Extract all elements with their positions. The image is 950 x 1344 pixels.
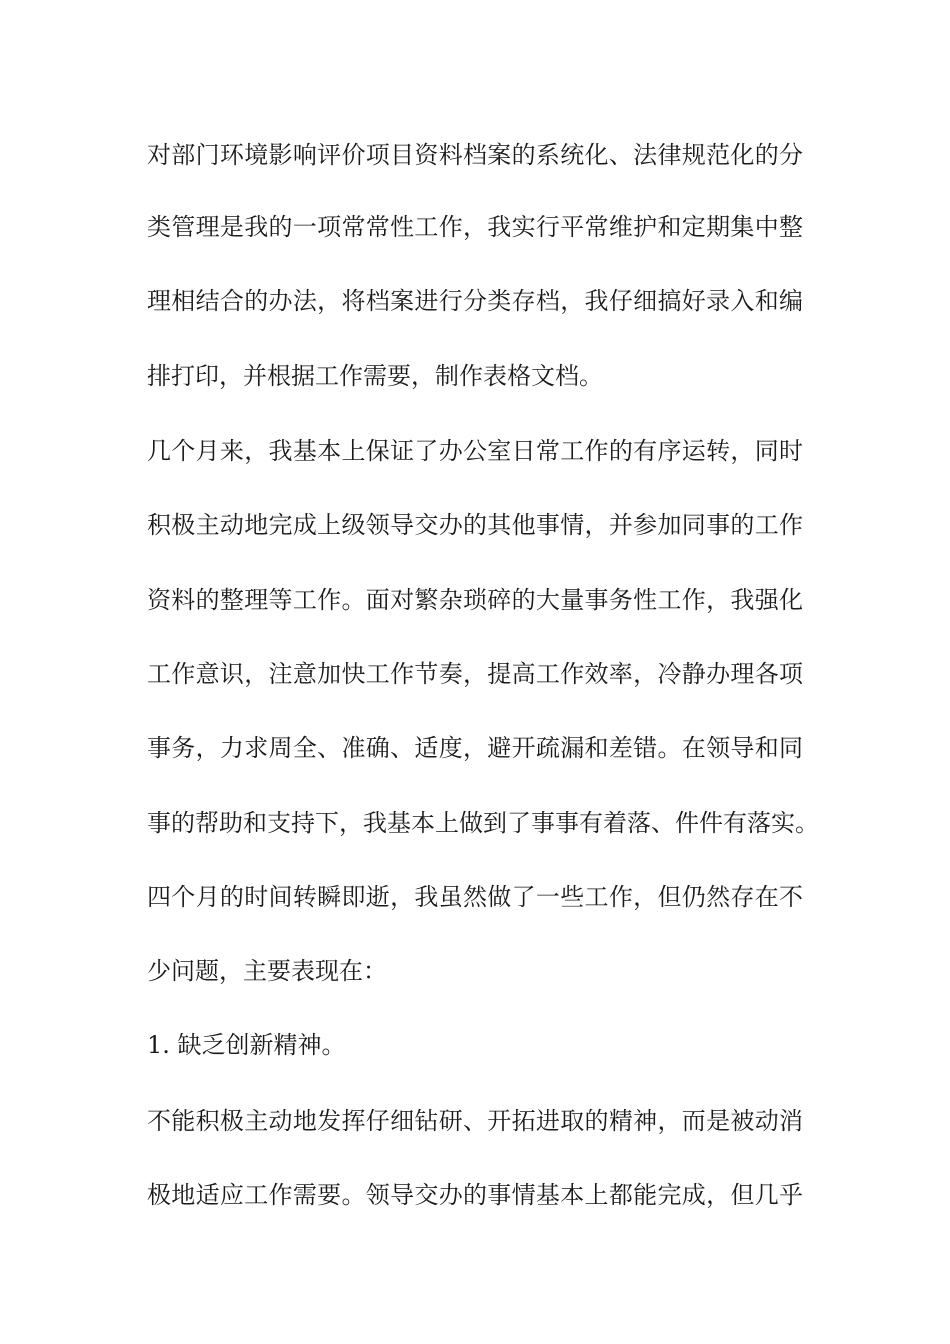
- text-line: 理相结合的办法，将档案进行分类存档，我仔细搞好录入和编: [147, 287, 803, 315]
- text-line: 不能积极主动地发挥仔细钻研、开拓进取的精神，而是被动消: [147, 1107, 803, 1135]
- text-line: 极地适应工作需要。领导交办的事情基本上都能完成，但几乎: [147, 1181, 803, 1209]
- text-line: 积极主动地完成上级领导交办的其他事情，并参加同事的工作: [147, 511, 803, 539]
- list-item-heading: 1. 缺乏创新精神。: [147, 1031, 346, 1059]
- text-line: 事务，力求周全、准确、适度，避开疏漏和差错。在领导和同: [147, 734, 803, 762]
- text-line: 排打印，并根据工作需要，制作表格文档。: [147, 362, 603, 390]
- text-line: 类管理是我的一项常常性工作，我实行平常维护和定期集中整: [147, 213, 803, 241]
- text-line: 少问题，主要表现在：: [147, 957, 387, 985]
- text-line: 几个月来，我基本上保证了办公室日常工作的有序运转，同时: [147, 437, 803, 465]
- text-line: 资料的整理等工作。面对繁杂琐碎的大量事务性工作，我强化: [147, 586, 803, 614]
- text-line: 对部门环境影响评价项目资料档案的系统化、法律规范化的分: [147, 141, 803, 169]
- text-line: 事的帮助和支持下，我基本上做到了事事有着落、件件有落实。: [147, 809, 819, 837]
- text-line: 四个月的时间转瞬即逝，我虽然做了一些工作，但仍然存在不: [147, 883, 803, 911]
- text-line: 工作意识，注意加快工作节奏，提高工作效率，冷静办理各项: [147, 660, 803, 688]
